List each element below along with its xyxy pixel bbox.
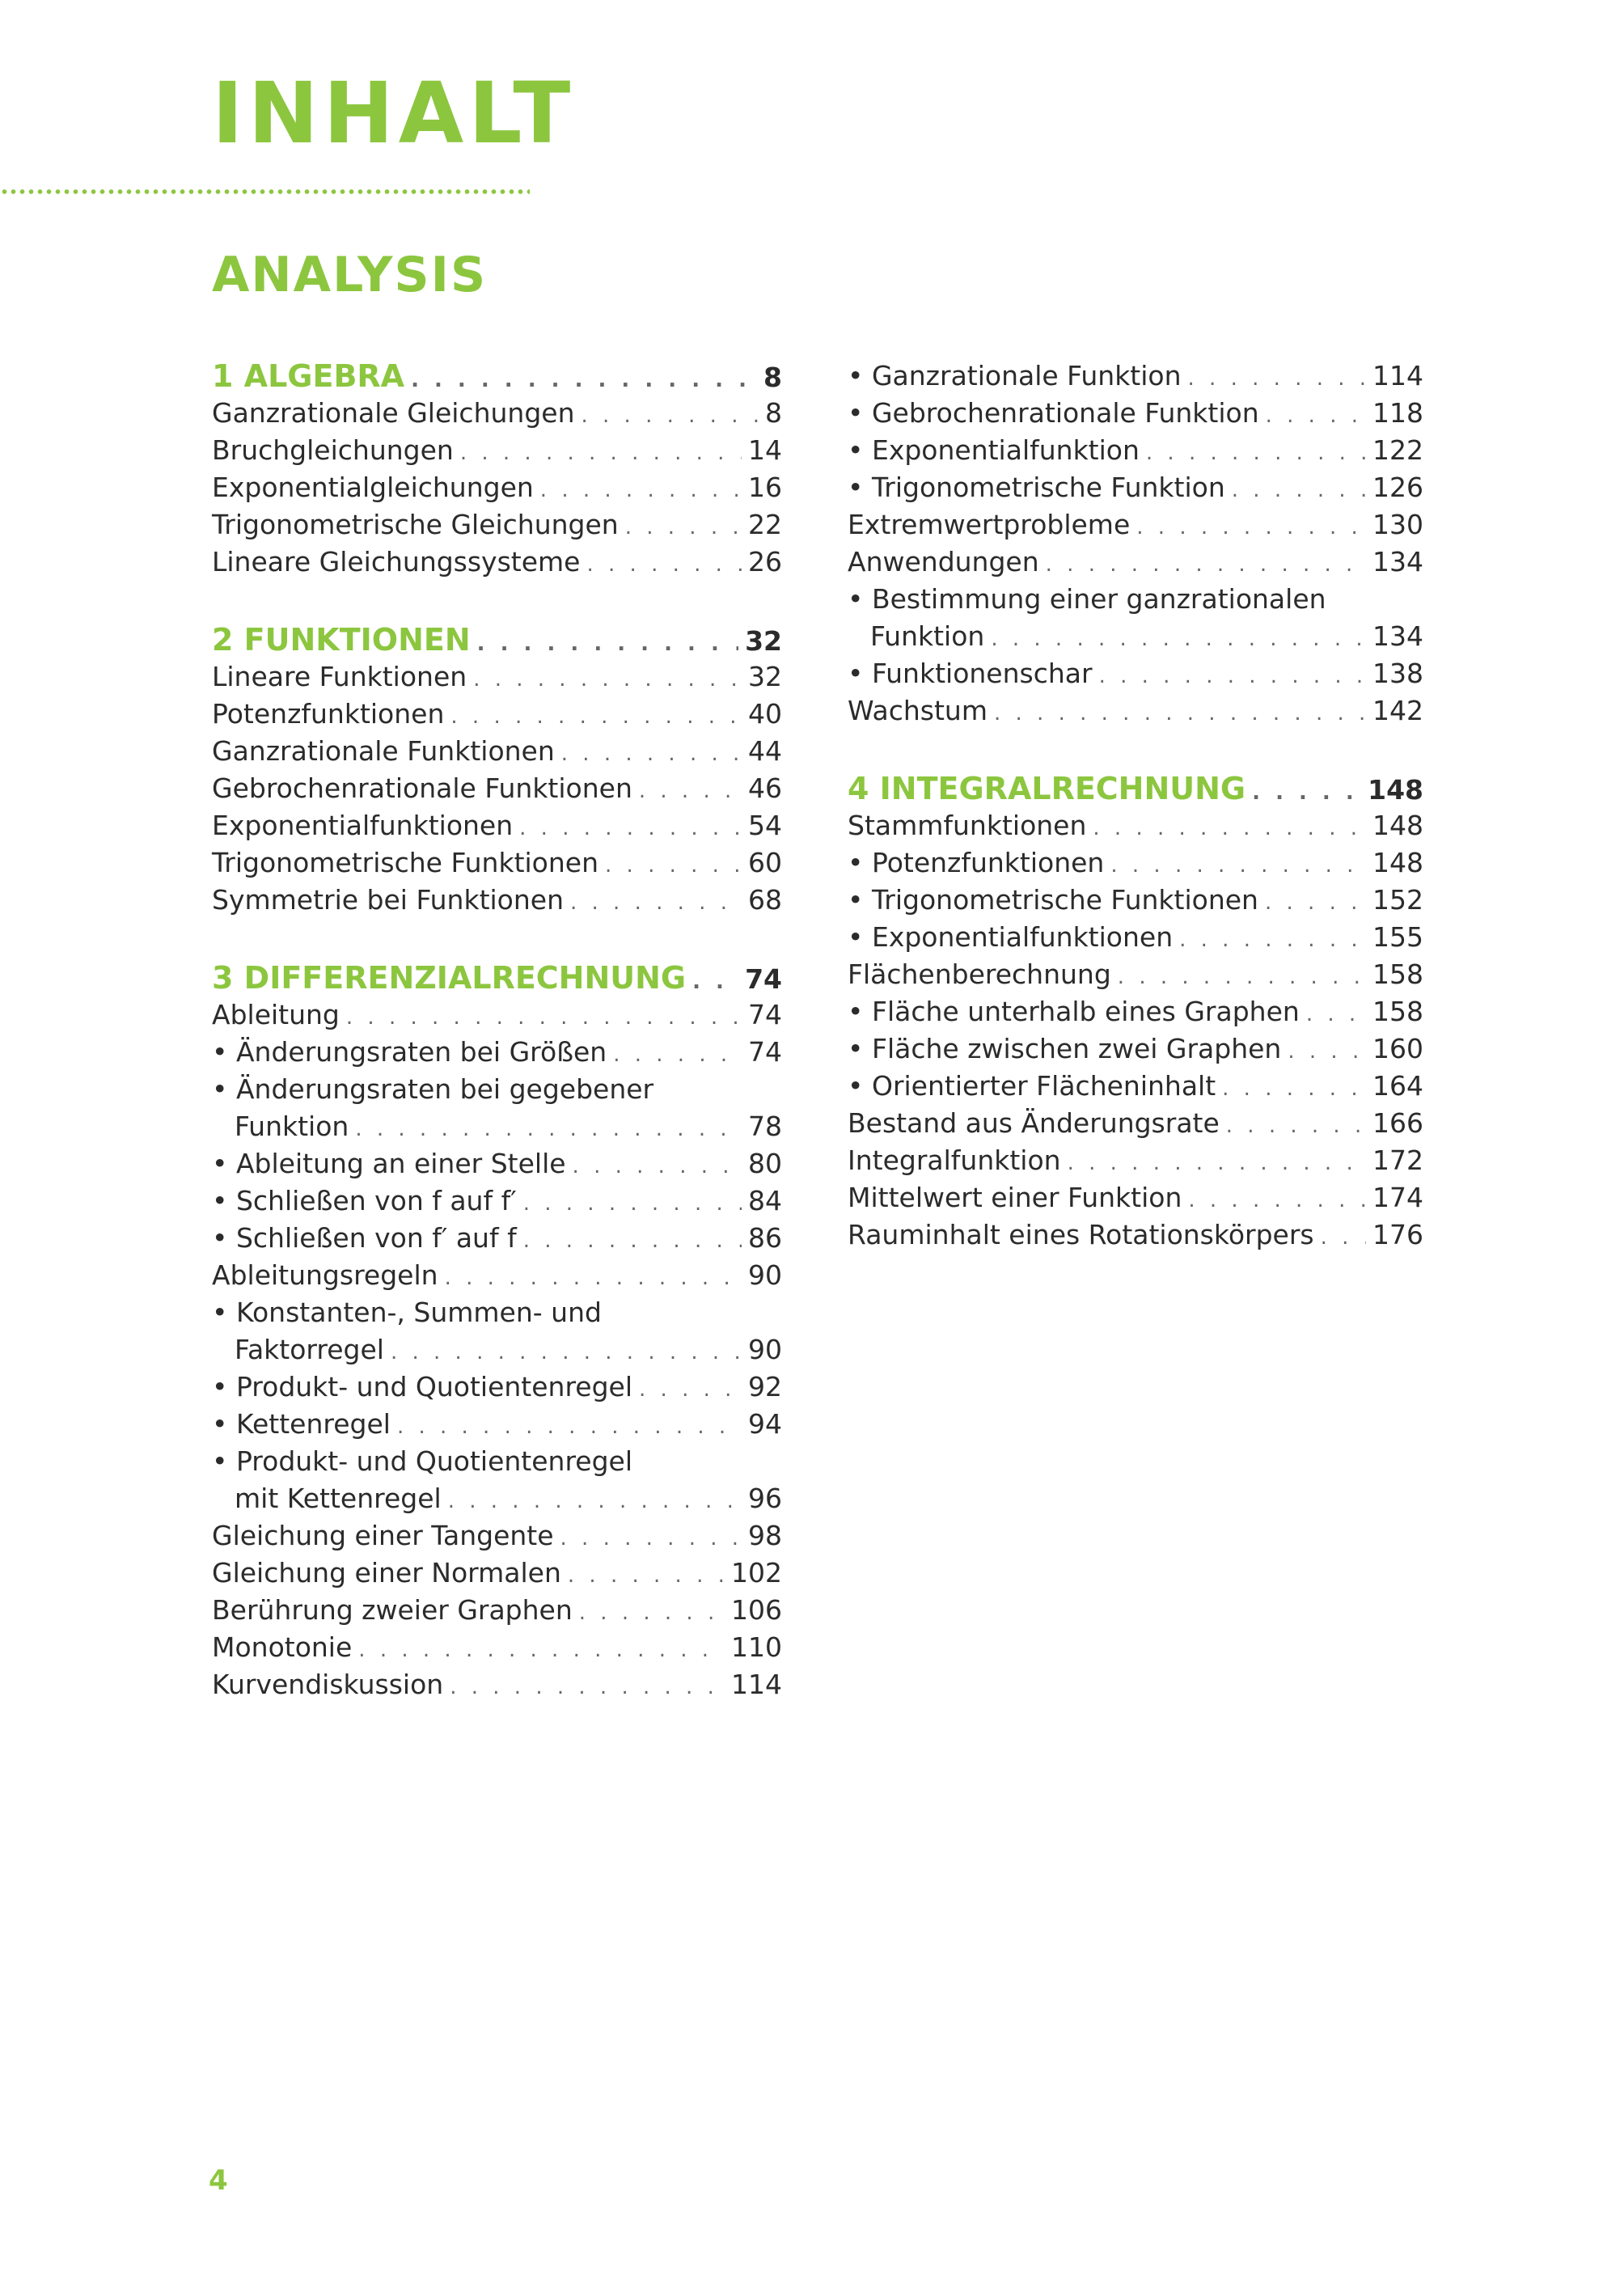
toc-page: 14 [748, 434, 782, 466]
toc-label: Ganzrationale Gleichungen [212, 397, 575, 429]
toc-page: 74 [748, 1036, 782, 1068]
toc-entry[interactable] [212, 733, 782, 770]
leader-dots [1306, 996, 1366, 1033]
toc-label: • Schließen von f′ auf f [235, 1220, 517, 1257]
leader-dots [519, 810, 742, 847]
page-number: 4 [209, 2164, 228, 2197]
toc-page: 118 [1372, 397, 1423, 429]
leader-dots [473, 661, 742, 698]
toc-page: 134 [1372, 620, 1423, 652]
toc-entry[interactable] [212, 1555, 782, 1592]
toc-subentry-continued[interactable] [212, 1108, 782, 1145]
toc-label: Funktion [235, 1111, 349, 1142]
toc-page: 110 [731, 1631, 782, 1663]
toc-label: Gebrochenrationale Funktionen [212, 772, 632, 804]
toc-subentry[interactable] [848, 844, 1423, 882]
leader-dots [1188, 1182, 1366, 1219]
leader-dots [579, 1594, 725, 1631]
toc-subentry[interactable] [212, 1145, 782, 1182]
leader-dots [1265, 884, 1366, 921]
toc-page: 32 [745, 625, 782, 657]
toc-page: 148 [1368, 774, 1423, 806]
toc-label: Bestand aus Änderungsrate [848, 1107, 1220, 1139]
toc-subentry[interactable] [212, 1071, 782, 1108]
toc-label: 2 FUNKTIONEN [212, 622, 471, 658]
toc-label: • Exponentialfunktionen [870, 919, 1173, 956]
toc-label: • Trigonometrische Funktion [870, 469, 1225, 506]
toc-label: Symmetrie bei Funktionen [212, 884, 564, 916]
toc-subentry-continued[interactable] [212, 1331, 782, 1369]
leader-dots [523, 1185, 742, 1222]
toc-label: Trigonometrische Gleichungen [212, 509, 619, 540]
toc-label: Gleichung einer Normalen [212, 1557, 561, 1589]
toc-page: 32 [748, 661, 782, 692]
toc-entry[interactable] [212, 1592, 782, 1629]
toc-label: • Konstanten-, Summen- und [235, 1294, 602, 1331]
toc-subentry[interactable] [848, 993, 1423, 1030]
section-title: ANALYSIS [212, 247, 488, 303]
leader-dots [994, 695, 1366, 732]
toc-page: 158 [1372, 996, 1423, 1027]
toc-entry[interactable] [848, 506, 1423, 544]
toc-chapter[interactable] [212, 357, 782, 395]
toc-entry[interactable] [212, 770, 782, 807]
toc-entry[interactable] [212, 844, 782, 882]
leader-dots [561, 735, 742, 772]
toc-label: 3 DIFFERENZIALRECHNUNG [212, 960, 687, 996]
leader-dots [1252, 774, 1361, 811]
toc-page: 134 [1372, 546, 1423, 577]
toc-label: • Ableitung an einer Stelle [235, 1145, 566, 1182]
toc-page: 96 [748, 1483, 782, 1514]
leader-dots [540, 472, 742, 509]
leader-dots [448, 1483, 742, 1520]
leader-dots [991, 620, 1366, 658]
toc-chapter[interactable] [212, 959, 782, 996]
leader-dots [1188, 360, 1366, 397]
toc-label: Extremwertprobleme [848, 509, 1131, 540]
toc-label: Faktorregel [235, 1334, 384, 1365]
leader-dots [1110, 847, 1366, 884]
leader-dots [613, 1036, 742, 1073]
leader-dots [1068, 1144, 1366, 1182]
toc-label: Exponentialfunktionen [212, 810, 514, 841]
toc-entry[interactable] [848, 1105, 1423, 1142]
toc-label: Mittelwert einer Funktion [848, 1182, 1182, 1213]
toc-entry[interactable] [212, 1517, 782, 1555]
toc-page: 102 [731, 1557, 782, 1589]
toc-subentry-continued[interactable] [848, 618, 1423, 655]
toc-subentry[interactable] [212, 1034, 782, 1071]
toc-subentry[interactable] [212, 1182, 782, 1220]
leader-dots [397, 1408, 742, 1445]
toc-page: 138 [1372, 658, 1423, 689]
toc-label: • Produkt- und Quotientenregel [235, 1369, 632, 1406]
toc-entry[interactable] [848, 1142, 1423, 1179]
toc-label: Bruchgleichungen [212, 434, 454, 466]
toc-label: Funktion [870, 620, 985, 652]
toc-label: Berührung zweier Graphen [212, 1594, 573, 1626]
toc-page: 148 [1372, 847, 1423, 878]
toc-label: Anwendungen [848, 546, 1039, 577]
toc-page: 164 [1372, 1070, 1423, 1102]
toc-page: 142 [1372, 695, 1423, 726]
toc-label: • Gebrochenrationale Funktion [870, 395, 1259, 432]
toc-subentry[interactable] [848, 882, 1423, 919]
toc-page: 68 [748, 884, 782, 916]
toc-column-left [212, 357, 782, 1703]
toc-page: 54 [748, 810, 782, 841]
leader-dots [1093, 810, 1366, 847]
toc-page: 90 [748, 1334, 782, 1365]
leader-dots [586, 546, 742, 583]
toc-chapter[interactable] [212, 621, 782, 658]
leader-dots [1266, 397, 1366, 434]
toc-entry[interactable] [848, 956, 1423, 993]
toc-entry[interactable] [212, 432, 782, 469]
leader-dots [605, 847, 742, 884]
toc-label: 1 ALGEBRA [212, 358, 405, 394]
toc-label: • Änderungsraten bei Größen [235, 1034, 607, 1071]
dotted-divider [0, 189, 530, 194]
toc-page: 8 [763, 362, 782, 393]
leader-dots [450, 698, 742, 735]
toc-page: 176 [1372, 1219, 1423, 1250]
toc-subentry[interactable] [848, 1030, 1423, 1068]
leader-dots [1046, 546, 1366, 583]
toc-page: 22 [748, 509, 782, 540]
toc-entry[interactable] [212, 696, 782, 733]
toc-entry[interactable] [212, 882, 782, 919]
toc-page: 74 [748, 999, 782, 1030]
toc-entry[interactable] [212, 658, 782, 696]
leader-dots [1099, 658, 1366, 695]
toc-label: Kurvendiskussion [212, 1669, 444, 1700]
toc-subentry[interactable] [848, 655, 1423, 692]
leader-dots [1118, 958, 1366, 996]
leader-dots [1232, 472, 1366, 509]
toc-label: • Änderungsraten bei gegebener [235, 1071, 653, 1108]
toc-entry[interactable] [212, 1666, 782, 1703]
leader-dots [560, 1520, 742, 1557]
leader-dots [1321, 1219, 1366, 1256]
toc-label: Ganzrationale Funktionen [212, 735, 555, 767]
toc-label: Monotonie [212, 1631, 353, 1663]
leader-dots [1226, 1107, 1366, 1144]
leader-dots [477, 625, 738, 662]
toc-subentry[interactable] [212, 1369, 782, 1406]
toc-page: 106 [731, 1594, 782, 1626]
toc-label: Potenzfunktionen [212, 698, 445, 730]
toc-page: 114 [731, 1669, 782, 1700]
leader-dots [581, 397, 759, 434]
toc-entry[interactable] [212, 544, 782, 581]
toc-page: 8 [765, 397, 782, 429]
leader-dots [358, 1631, 725, 1669]
toc-subentry[interactable] [848, 395, 1423, 432]
toc-entry[interactable] [848, 807, 1423, 844]
toc-page: 86 [748, 1222, 782, 1254]
toc-subentry[interactable] [848, 919, 1423, 956]
leader-dots [625, 509, 742, 546]
toc-label: Exponentialgleichungen [212, 472, 534, 503]
toc-entry[interactable] [212, 506, 782, 544]
leader-dots [445, 1259, 742, 1297]
toc-page: 44 [748, 735, 782, 767]
leader-dots [460, 434, 742, 472]
toc-label: Ableitungsregeln [212, 1259, 438, 1291]
toc-entry[interactable] [848, 692, 1423, 730]
leader-dots [570, 884, 742, 921]
toc-label: Rauminhalt eines Rotationskörpers [848, 1219, 1314, 1250]
toc-chapter[interactable] [848, 770, 1423, 807]
toc-label: 4 INTEGRALRECHNUNG [848, 771, 1246, 806]
toc-entry[interactable] [212, 469, 782, 506]
toc-page: 130 [1372, 509, 1423, 540]
toc-entry[interactable] [212, 807, 782, 844]
toc-label: Lineare Gleichungssysteme [212, 546, 581, 577]
toc-page: 152 [1372, 884, 1423, 916]
toc-label: Gleichung einer Tangente [212, 1520, 554, 1551]
toc-subentry[interactable] [848, 581, 1423, 618]
toc-subentry[interactable] [848, 432, 1423, 469]
toc-page: 114 [1372, 360, 1423, 391]
toc-label: Trigonometrische Funktionen [212, 847, 599, 878]
toc-page: 122 [1372, 434, 1423, 466]
leader-dots [1288, 1033, 1366, 1070]
toc-page: 16 [748, 472, 782, 503]
toc-subentry[interactable] [212, 1443, 782, 1480]
toc-page: 74 [745, 963, 782, 995]
toc-page: 94 [748, 1408, 782, 1440]
toc-label: Flächenberechnung [848, 958, 1111, 990]
toc-page: 166 [1372, 1107, 1423, 1139]
toc-label: Stammfunktionen [848, 810, 1087, 841]
leader-dots [450, 1669, 725, 1706]
toc-label: Ableitung [212, 999, 340, 1030]
leader-dots [346, 999, 742, 1036]
toc-page: 46 [748, 772, 782, 804]
leader-dots [692, 963, 738, 1001]
leader-dots [639, 772, 742, 810]
leader-dots [1222, 1070, 1366, 1107]
leader-dots [568, 1557, 725, 1594]
leader-dots [573, 1148, 742, 1185]
toc-entry[interactable] [212, 1257, 782, 1294]
toc-page: 98 [748, 1520, 782, 1551]
toc-label: • Schließen von f auf f′ [235, 1182, 517, 1220]
toc-page: 60 [748, 847, 782, 878]
toc-label: • Potenzfunktionen [870, 844, 1104, 882]
toc-label: • Orientierter Flächeninhalt [870, 1068, 1216, 1105]
leader-dots [1179, 921, 1366, 958]
toc-page: 92 [748, 1371, 782, 1402]
toc-page: 84 [748, 1185, 782, 1216]
toc-page: 40 [748, 698, 782, 730]
toc-page: 26 [748, 546, 782, 577]
toc-page: 158 [1372, 958, 1423, 990]
toc-entry[interactable] [848, 544, 1423, 581]
toc-page: 78 [748, 1111, 782, 1142]
toc-page: 155 [1372, 921, 1423, 953]
toc-entry[interactable] [848, 1179, 1423, 1216]
toc-subentry[interactable] [848, 469, 1423, 506]
toc-label: mit Kettenregel [235, 1483, 442, 1514]
toc-page: 172 [1372, 1144, 1423, 1176]
toc-entry[interactable] [848, 1216, 1423, 1254]
toc-label: • Bestimmung einer ganzrationalen [870, 581, 1326, 618]
toc-subentry[interactable] [212, 1406, 782, 1443]
leader-dots [639, 1371, 742, 1408]
toc-subentry-continued[interactable] [212, 1480, 782, 1517]
toc-label: • Fläche zwischen zwei Graphen [870, 1030, 1281, 1068]
toc-label: • Fläche unterhalb eines Graphen [870, 993, 1300, 1030]
toc-page: 160 [1372, 1033, 1423, 1064]
toc-page: 174 [1372, 1182, 1423, 1213]
toc-label: Lineare Funktionen [212, 661, 467, 692]
toc-subentry[interactable] [848, 1068, 1423, 1105]
toc-entry[interactable] [212, 996, 782, 1034]
toc-column-right [848, 357, 1423, 1254]
toc-entry[interactable] [212, 1629, 782, 1666]
leader-dots [355, 1111, 742, 1148]
toc-label: Integralfunktion [848, 1144, 1061, 1176]
leader-dots [391, 1334, 742, 1371]
toc-subentry[interactable] [212, 1294, 782, 1331]
toc-subentry[interactable] [848, 357, 1423, 395]
toc-label: • Kettenregel [235, 1406, 391, 1443]
toc-page: 80 [748, 1148, 782, 1179]
toc-label: • Produkt- und Quotientenregel [235, 1443, 632, 1480]
toc-page: 126 [1372, 472, 1423, 503]
toc-entry[interactable] [212, 395, 782, 432]
page-title: INHALT [212, 64, 576, 163]
toc-label: • Funktionenschar [870, 655, 1093, 692]
leader-dots [411, 362, 757, 399]
toc-subentry[interactable] [212, 1220, 782, 1257]
leader-dots [1136, 509, 1366, 546]
leader-dots [1146, 434, 1366, 472]
toc-page: 90 [748, 1259, 782, 1291]
toc-label: Wachstum [848, 695, 988, 726]
leader-dots [523, 1222, 742, 1259]
toc-label: • Exponentialfunktion [870, 432, 1140, 469]
toc-page: 148 [1372, 810, 1423, 841]
toc-label: • Trigonometrische Funktionen [870, 882, 1258, 919]
toc-label: • Ganzrationale Funktion [870, 357, 1182, 395]
